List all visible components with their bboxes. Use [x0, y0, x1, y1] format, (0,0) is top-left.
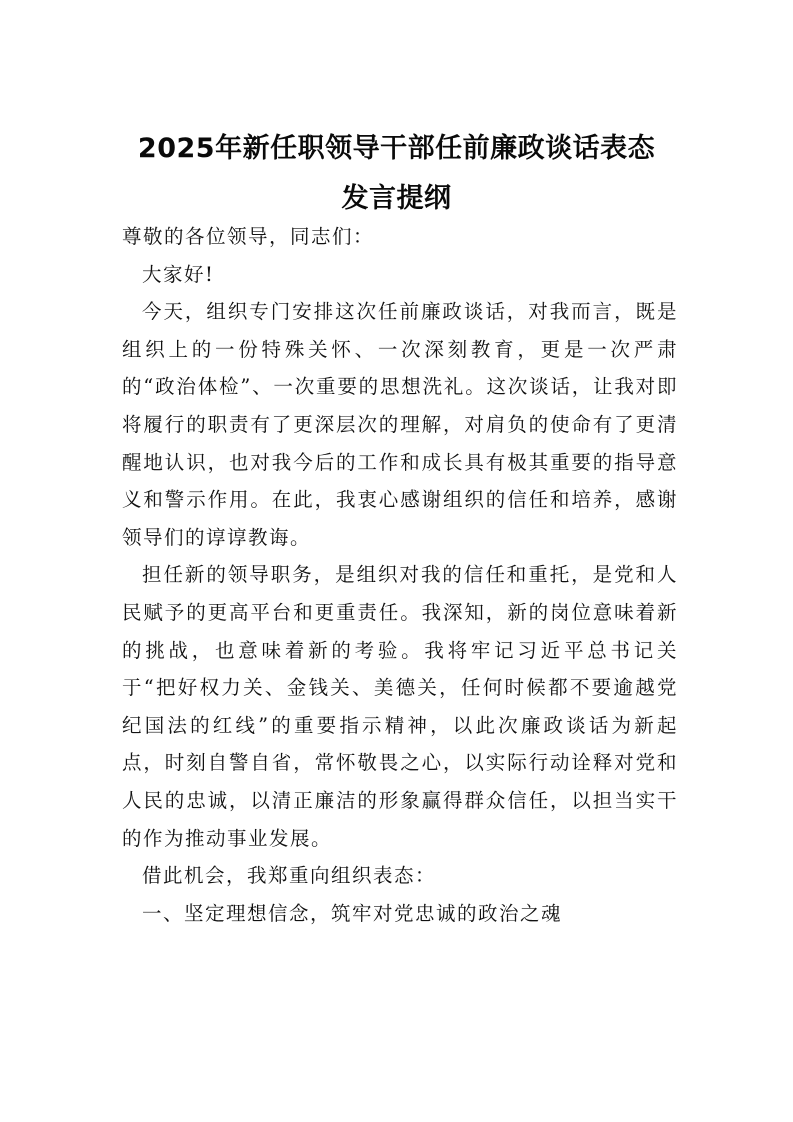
section-heading-1: 一、坚定理想信念，筑牢对党忠诚的政治之魂 [142, 901, 563, 925]
paragraph-greeting: 大家好! [142, 262, 215, 286]
document-title-line-1: 2025年新任职领导干部任前廉政谈话表态 [137, 133, 656, 164]
document-title-line-2: 发言提纲 [341, 183, 452, 214]
salutation: 尊敬的各位领导，同志们： [122, 225, 375, 248]
paragraph-intro: 今天，组织专门安排这次任前廉政谈话，对我而言，既是组织上的一份特殊关怀、一次深刻教育，更是一次严肃的“政治体检”、一次重要的思想洗礼。这次谈话，让我对即将履行的职责有了更深层次的理解，对肩负的使命有了更清醒地认识，也对我今后的工作和成长具有极其重要的指导意义和警示作用。在此，我衷心感谢组织的信任和培养，感谢领导们的谆谆教诲。 [122, 300, 678, 549]
paragraph-pledge-intro: 借此机会，我郑重向组织表态： [142, 864, 437, 888]
paragraph-responsibility: 担任新的领导职务，是组织对我的信任和重托，是党和人民赋予的更高平台和更重责任。我深知，新的岗位意味着新的挑战，也意味着新的考验。我将牢记习近平总书记关于“把好权力关、金钱关、美德关，任何时候都不要逾越党纪国法的红线”的重要指示精神，以此次廉政谈话为新起点，时刻自警自省，常怀敬畏之心，以实际行动诠释对党和人民的忠诚，以清正廉洁的形象赢得群众信任，以担当实干的作为推动事业发展。 [122, 563, 678, 850]
document-body [122, 218, 678, 932]
